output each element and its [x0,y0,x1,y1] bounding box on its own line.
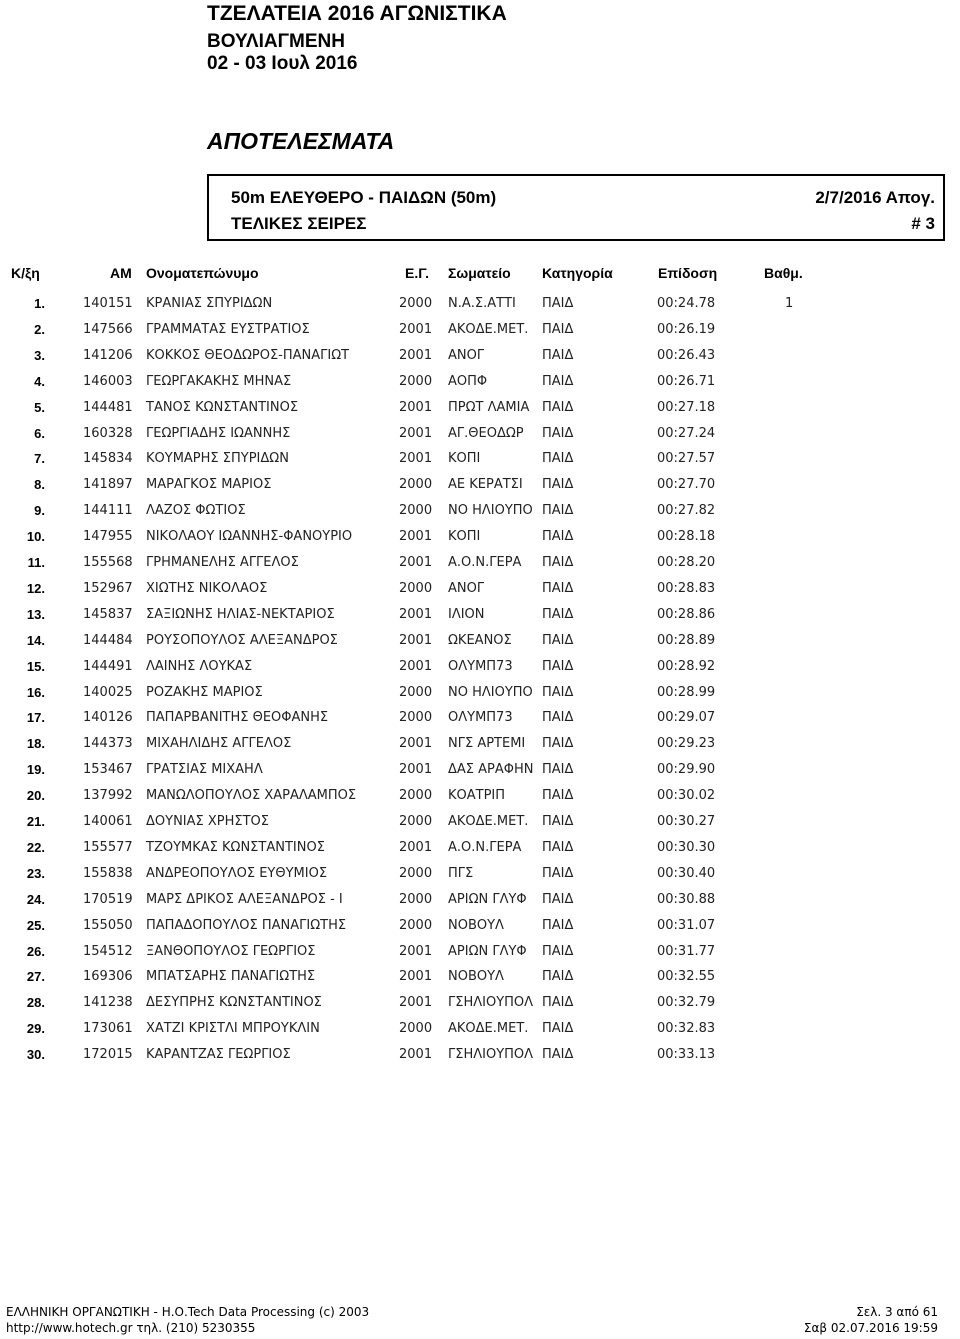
row-year: 2000 [399,684,433,700]
row-rank: 18. [26,736,45,752]
row-year: 2001 [399,762,433,778]
table-row [0,995,960,1015]
table-row [0,296,960,316]
row-am: 154512 [83,943,133,959]
row-rank: 29. [26,1021,45,1037]
row-club: ΟΛΥΜΠ73 [448,658,513,674]
row-year: 2000 [399,788,433,804]
row-am: 147955 [83,529,133,545]
row-year: 2000 [399,1021,433,1037]
row-time: 00:28.92 [657,658,716,674]
row-rank: 10. [26,529,45,545]
row-am: 155838 [83,865,133,881]
row-name: ΛΑΙΝΗΣ ΛΟΥΚΑΣ [146,658,253,674]
row-time: 00:30.40 [657,865,716,881]
row-year: 2001 [399,555,433,570]
row-am: 173061 [83,1021,133,1037]
row-name: ΛΑΖΟΣ ΦΩΤΙΟΣ [146,503,246,519]
event-box [207,174,945,241]
row-rank: 13. [26,606,45,622]
row-rank: 26. [26,943,45,959]
row-category: ΠΑΙΔ [542,399,574,415]
row-year: 2001 [399,606,433,622]
row-club: ΔΑΣ ΑΡΑΦΗΝ [448,762,534,778]
row-category: ΠΑΙΔ [542,321,574,337]
row-name: ΧΑΤΖΙ ΚΡΙΣΤΛΙ ΜΠΡΟΥΚΛΙΝ [146,1021,320,1037]
row-category: ΠΑΙΔ [542,839,574,855]
row-name: ΞΑΝΘΟΠΟΥΛΟΣ ΓΕΩΡΓΙΟΣ [146,943,316,959]
row-time: 00:30.27 [657,814,716,829]
row-club: Α.Ο.Ν.ΓΕΡΑ [448,555,522,570]
row-time: 00:28.89 [657,632,716,648]
row-time: 00:28.86 [657,606,716,622]
col-name: Ονοματεπώνυμο [146,265,259,281]
row-category: ΠΑΙΔ [542,969,574,985]
event-name: 50m ΕΛΕΥΘΕΡΟ - ΠΑΙΔΩΝ (50m) [231,188,497,207]
row-am: 146003 [83,373,133,389]
row-rank: 19. [26,762,45,778]
row-year: 2001 [399,321,433,337]
row-category: ΠΑΙΔ [542,580,574,596]
table-row [0,503,960,523]
table-row [0,969,960,989]
row-year: 2000 [399,580,433,596]
row-am: 160328 [83,425,133,441]
table-row [0,633,960,653]
col-club: Σωματείο [448,265,511,281]
row-name: ΓΕΩΡΓΙΑΔΗΣ ΙΩΑΝΝΗΣ [146,425,291,441]
row-name: ΤΑΝΟΣ ΚΩΝΣΤΑΝΤΙΝΟΣ [146,399,299,415]
row-year: 2001 [399,1047,433,1063]
row-year: 2001 [399,399,433,415]
table-row [0,607,960,627]
row-club: ΑΚΟΔΕ.ΜΕΤ. [448,814,529,829]
row-club: Ν.Α.Σ.ΑΤΤΙ [448,296,516,311]
row-year: 2000 [399,710,433,726]
row-time: 00:28.99 [657,684,716,700]
row-am: 144111 [83,503,133,519]
row-club: ΝΟΒΟΥΛ [448,969,504,985]
row-rank: 22. [26,839,45,855]
row-rank: 4. [34,373,45,389]
row-am: 140025 [83,684,133,700]
table-row [0,555,960,575]
table-row [0,400,960,420]
row-am: 145837 [83,606,133,622]
row-year: 2000 [399,503,433,519]
row-club: ΝΓΣ ΑΡΤΕΜΙ [448,736,526,752]
row-time: 00:29.90 [657,762,716,778]
col-am: ΑΜ [110,265,132,281]
row-rank: 8. [34,477,45,493]
table-row [0,529,960,549]
row-category: ΠΑΙΔ [542,736,574,752]
row-name: ΚΑΡΑΝΤΖΑΣ ΓΕΩΡΓΙΟΣ [146,1047,291,1063]
row-am: 155577 [83,839,133,855]
row-rank: 23. [26,865,45,881]
row-category: ΠΑΙΔ [542,710,574,726]
row-year: 2000 [399,296,433,311]
row-club: ΑΝΟΓ [448,580,485,596]
row-name: ΡΟΥΣΟΠΟΥΛΟΣ ΑΛΕΞΑΝΔΡΟΣ [146,632,338,648]
row-points: 1 [785,296,794,311]
row-rank: 28. [26,995,45,1011]
row-year: 2001 [399,943,433,959]
row-name: ΑΝΔΡΕΟΠΟΥΛΟΣ ΕΥΘΥΜΙΟΣ [146,865,328,881]
row-category: ΠΑΙΔ [542,1021,574,1037]
row-rank: 6. [34,425,45,441]
table-row [0,374,960,394]
col-category: Κατηγορία [542,265,613,281]
row-time: 00:30.88 [657,891,716,907]
row-year: 2001 [399,658,433,674]
row-year: 2000 [399,477,433,493]
row-am: 137992 [83,788,133,804]
row-rank: 17. [26,710,45,726]
row-am: 169306 [83,969,133,985]
table-row [0,659,960,679]
row-club: ΚΟΑΤΡΙΠ [448,788,506,804]
row-time: 00:28.20 [657,555,716,570]
row-am: 172015 [83,1047,133,1063]
event-date: 2/7/2016 Απογ. [815,188,935,207]
row-am: 147566 [83,321,133,337]
row-am: 144373 [83,736,133,752]
row-time: 00:32.83 [657,1021,716,1037]
table-row [0,426,960,446]
row-time: 00:24.78 [657,296,716,311]
row-club: ΑΝΟΓ [448,347,485,363]
table-row [0,1021,960,1041]
row-am: 141238 [83,995,133,1011]
row-am: 155050 [83,917,133,933]
row-time: 00:32.79 [657,995,716,1011]
row-time: 00:26.43 [657,347,716,363]
row-name: ΡΟΖΑΚΗΣ ΜΑΡΙΟΣ [146,684,263,700]
row-year: 2001 [399,839,433,855]
row-am: 153467 [83,762,133,778]
footer-page: Σελ. 3 από 61 [856,1305,938,1319]
table-row [0,477,960,497]
row-time: 00:30.02 [657,788,716,804]
row-time: 00:27.57 [657,451,716,467]
row-club: ΚΟΠΙ [448,451,481,467]
row-category: ΠΑΙΔ [542,658,574,674]
row-club: ΟΛΥΜΠ73 [448,710,513,726]
row-year: 2001 [399,969,433,985]
row-category: ΠΑΙΔ [542,1047,574,1063]
row-am: 144481 [83,399,133,415]
row-club: ΑΓ.ΘΕΟΔΩΡ [448,425,524,441]
row-club: ΩΚΕΑΝΟΣ [448,632,512,648]
row-time: 00:28.83 [657,580,716,596]
meet-venue: ΒΟΥΛΙΑΓΜΕΝΗ [207,31,345,52]
row-time: 00:33.13 [657,1047,716,1063]
row-am: 170519 [83,891,133,907]
meet-dates: 02 - 03 Ιουλ 2016 [207,53,358,74]
row-rank: 25. [26,917,45,933]
row-name: ΣΑΞΙΩΝΗΣ ΗΛΙΑΣ-ΝΕΚΤΑΡΙΟΣ [146,606,335,622]
table-row [0,685,960,705]
row-club: ΑΡΙΩΝ ΓΛΥΦ [448,943,527,959]
row-category: ΠΑΙΔ [542,296,574,311]
row-club: ΓΣΗΛΙΟΥΠΟΛ [448,1047,534,1063]
table-row [0,451,960,471]
row-name: ΓΡΑΜΜΑΤΑΣ ΕΥΣΤΡΑΤΙΟΣ [146,321,310,337]
row-time: 00:27.82 [657,503,716,519]
row-category: ΠΑΙΔ [542,503,574,519]
row-rank: 15. [26,658,45,674]
row-name: ΠΑΠΑΔΟΠΟΥΛΟΣ ΠΑΝΑΓΙΩΤΗΣ [146,917,347,933]
row-category: ΠΑΙΔ [542,788,574,804]
row-name: ΜΑΡΣ ΔΡΙΚΟΣ ΑΛΕΞΑΝΔΡΟΣ - Ι [146,891,343,907]
row-name: ΔΕΣΥΠΡΗΣ ΚΩΝΣΤΑΝΤΙΝΟΣ [146,995,322,1011]
footer-printed: Σαβ 02.07.2016 19:59 [803,1321,938,1335]
row-category: ΠΑΙΔ [542,555,574,570]
row-rank: 3. [34,347,45,363]
row-category: ΠΑΙΔ [542,943,574,959]
row-club: ΑΡΙΩΝ ΓΛΥΦ [448,891,527,907]
row-category: ΠΑΙΔ [542,373,574,389]
table-row [0,892,960,912]
row-club: ΑΚΟΔΕ.ΜΕΤ. [448,321,529,337]
row-category: ΠΑΙΔ [542,917,574,933]
row-time: 00:32.55 [657,969,716,985]
row-category: ΠΑΙΔ [542,865,574,881]
row-am: 140151 [83,296,133,311]
row-rank: 7. [34,451,45,467]
row-time: 00:26.19 [657,321,716,337]
row-name: ΓΕΩΡΓΑΚΑΚΗΣ ΜΗΝΑΣ [146,373,292,389]
row-rank: 20. [26,788,45,804]
row-name: ΠΑΠΑΡΒΑΝΙΤΗΣ ΘΕΟΦΑΝΗΣ [146,710,329,726]
row-rank: 16. [26,684,45,700]
col-time: Επίδοση [658,265,718,281]
row-time: 00:26.71 [657,373,716,389]
row-name: ΜΙΧΑΗΛΙΔΗΣ ΑΓΓΕΛΟΣ [146,736,292,752]
row-category: ΠΑΙΔ [542,814,574,829]
row-year: 2001 [399,425,433,441]
row-am: 141206 [83,347,133,363]
row-rank: 21. [26,814,45,829]
row-rank: 24. [26,891,45,907]
row-time: 00:28.18 [657,529,716,545]
row-club: Α.Ο.Ν.ΓΕΡΑ [448,839,522,855]
row-club: ΑΚΟΔΕ.ΜΕΤ. [448,1021,529,1037]
row-year: 2000 [399,917,433,933]
row-year: 2000 [399,373,433,389]
row-time: 00:31.77 [657,943,716,959]
row-rank: 27. [26,969,45,985]
row-year: 2001 [399,529,433,545]
row-category: ΠΑΙΔ [542,451,574,467]
row-category: ΠΑΙΔ [542,995,574,1011]
row-category: ΠΑΙΔ [542,762,574,778]
results-heading: ΑΠΟΤΕΛΕΣΜΑΤΑ [207,128,395,154]
row-name: ΚΡΑΝΙΑΣ ΣΠΥΡΙΔΩΝ [146,296,273,311]
row-club: ΓΣΗΛΙΟΥΠΟΛ [448,995,534,1011]
row-year: 2001 [399,995,433,1011]
row-club: ΚΟΠΙ [448,529,481,545]
event-round: ΤΕΛΙΚΕΣ ΣΕΙΡΕΣ [231,214,367,233]
row-club: ΝΟ ΗΛΙΟΥΠΟ [448,684,533,700]
row-name: ΓΡΗΜΑΝΕΛΗΣ ΑΓΓΕΛΟΣ [146,555,299,570]
row-name: ΚΟΚΚΟΣ ΘΕΟΔΩΡΟΣ-ΠΑΝΑΓΙΩΤ [146,347,350,363]
row-category: ΠΑΙΔ [542,632,574,648]
table-row [0,736,960,756]
table-row [0,866,960,886]
table-row [0,348,960,368]
row-rank: 30. [26,1047,45,1063]
row-club: ΠΡΩΤ ΛΑΜΙΑ [448,399,530,415]
row-rank: 9. [34,503,45,519]
table-row [0,840,960,860]
row-year: 2001 [399,451,433,467]
row-am: 152967 [83,580,133,596]
row-year: 2001 [399,736,433,752]
row-time: 00:27.70 [657,477,716,493]
row-am: 155568 [83,555,133,570]
row-name: ΔΟΥΝΙΑΣ ΧΡΗΣΤΟΣ [146,814,269,829]
row-club: ΑΕ ΚΕΡΑΤΣΙ [448,477,523,493]
row-category: ΠΑΙΔ [542,477,574,493]
row-category: ΠΑΙΔ [542,529,574,545]
row-rank: 5. [34,399,45,415]
table-row [0,322,960,342]
row-am: 144491 [83,658,133,674]
row-am: 141897 [83,477,133,493]
row-category: ΠΑΙΔ [542,347,574,363]
row-year: 2001 [399,347,433,363]
row-club: ΝΟ ΗΛΙΟΥΠΟ [448,503,533,519]
table-row [0,918,960,938]
table-row [0,762,960,782]
row-rank: 11. [27,555,45,570]
col-points: Βαθμ. [764,265,803,281]
col-rank: Κ/ξη [11,265,40,281]
row-rank: 12. [26,580,45,596]
table-row [0,814,960,834]
meet-title: ΤΖΕΛΑΤΕΙΑ 2016 ΑΓΩΝΙΣΤΙΚΑ [207,2,507,25]
row-name: ΜΑΝΩΛΟΠΟΥΛΟΣ ΧΑΡΑΛΑΜΠΟΣ [146,788,357,804]
row-category: ΠΑΙΔ [542,606,574,622]
row-name: ΧΙΩΤΗΣ ΝΙΚΟΛΑΟΣ [146,580,268,596]
row-time: 00:27.24 [657,425,716,441]
row-name: ΓΡΑΤΣΙΑΣ ΜΙΧΑΗΛ [146,762,263,778]
row-rank: 14. [26,632,45,648]
row-am: 145834 [83,451,133,467]
row-am: 140061 [83,814,133,829]
table-row [0,788,960,808]
footer-contact: http://www.hotech.gr τηλ. (210) 5230355 [6,1321,256,1335]
row-club: ΠΓΣ [448,865,474,881]
row-name: ΤΖΟΥΜΚΑΣ ΚΩΝΣΤΑΝΤΙΝΟΣ [146,839,325,855]
row-club: ΙΛΙΟΝ [448,606,485,622]
col-year: Ε.Γ. [405,265,429,281]
row-name: ΜΑΡΑΓΚΟΣ ΜΑΡΙΟΣ [146,477,272,493]
row-year: 2000 [399,891,433,907]
row-time: 00:29.07 [657,710,716,726]
table-row [0,944,960,964]
row-am: 144484 [83,632,133,648]
row-rank: 1. [34,296,45,311]
row-name: ΚΟΥΜΑΡΗΣ ΣΠΥΡΙΔΩΝ [146,451,289,467]
row-category: ΠΑΙΔ [542,684,574,700]
table-row [0,710,960,730]
row-category: ΠΑΙΔ [542,891,574,907]
row-club: ΝΟΒΟΥΛ [448,917,504,933]
table-row [0,1047,960,1067]
row-club: ΑΟΠΦ [448,373,488,389]
row-name: ΝΙΚΟΛΑΟΥ ΙΩΑΝΝΗΣ-ΦΑΝΟΥΡΙΟ [146,529,353,545]
row-rank: 2. [34,321,45,337]
row-year: 2000 [399,865,433,881]
row-year: 2000 [399,814,433,829]
row-year: 2001 [399,632,433,648]
row-time: 00:30.30 [657,839,716,855]
row-time: 00:27.18 [657,399,716,415]
row-name: ΜΠΑΤΣΑΡΗΣ ΠΑΝΑΓΙΩΤΗΣ [146,969,316,985]
row-am: 140126 [83,710,133,726]
row-category: ΠΑΙΔ [542,425,574,441]
row-time: 00:29.23 [657,736,716,752]
table-row [0,581,960,601]
footer-org: ΕΛΛΗΝΙΚΗ ΟΡΓΑΝΩΤΙΚΗ - Η.Ο.Tech Data Processing (c) 2003 [6,1305,370,1319]
row-time: 00:31.07 [657,917,716,933]
event-heat: # 3 [911,214,935,233]
